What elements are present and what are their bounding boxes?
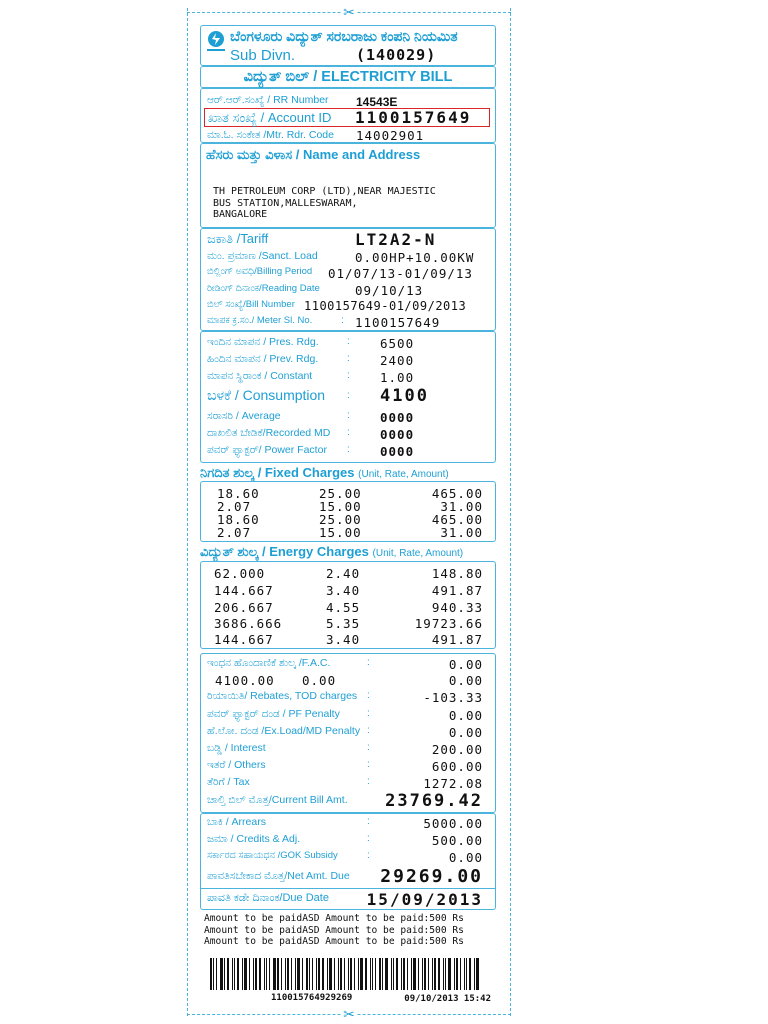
barcode-bar: [232, 958, 233, 990]
barcode-bar: [312, 958, 313, 990]
adjustments-box: [200, 653, 496, 813]
tax-value: 1272.08: [423, 776, 483, 791]
rr-number-label: ಆರ್.ಆರ್.ಸಂಖ್ಯೆ / RR Number: [207, 94, 329, 106]
barcode-bar: [234, 958, 235, 990]
energy-charges-title: [200, 544, 463, 560]
barcode-bar: [344, 958, 345, 990]
account-id-label: ಖಾತ ಸಂಖ್ಯೆ / Account ID: [208, 110, 332, 125]
left-cut-line: [187, 8, 188, 1016]
current-bill-value: 23769.42: [385, 791, 483, 811]
barcode-bar: [249, 958, 250, 990]
colon-mark: :: [347, 336, 350, 347]
barcode-bar: [259, 958, 261, 990]
colon-mark: :: [367, 657, 370, 668]
fixed-charges-title: [200, 465, 449, 481]
energy-amount: 491.87: [431, 632, 483, 647]
colon-mark: :: [341, 315, 344, 326]
interest-value: 200.00: [431, 742, 483, 757]
barcode-bar: [474, 958, 475, 990]
colon-mark: :: [367, 742, 370, 753]
barcode-bar: [385, 958, 388, 990]
bill-title: [201, 69, 495, 85]
barcode-bar: [401, 958, 402, 990]
barcode-bar: [354, 958, 355, 990]
barcode-bar: [334, 958, 335, 990]
barcode-bar: [382, 958, 383, 990]
energy-rate: 3.40: [326, 632, 361, 647]
barcode-bar: [466, 958, 467, 990]
barcode-bar: [365, 958, 367, 990]
meter-sl-value: 1100157649: [355, 315, 441, 330]
fac-amount: 0.00: [448, 673, 483, 688]
fixed-amount: 465.00: [431, 486, 483, 501]
energy-charges-table: [200, 561, 496, 649]
barcode-bar: [318, 958, 320, 990]
colon-mark: :: [367, 690, 370, 701]
name-address-box: [200, 143, 496, 228]
payment-note: Amount to be paidASD Amount to be paid:500 Rs: [204, 913, 464, 924]
prev-rdg-value: 2400: [380, 353, 415, 368]
fixed-rate: 15.00: [319, 525, 362, 540]
ids-box: [200, 88, 496, 143]
barcode-bar: [338, 958, 339, 990]
barcode-bar: [285, 958, 286, 990]
address-line: TH PETROLEUM CORP (LTD),NEAR MAJESTIC: [213, 186, 436, 197]
energy-charges-subtitle: (Unit, Rate, Amount): [372, 548, 464, 559]
tariff-label: ಜಕಾತಿ /Tariff: [207, 231, 269, 246]
barcode-bar: [434, 958, 436, 990]
reading-date-label: ರೀಡಿಂಗ್ ದಿನಾಂಕ/Reading Date: [207, 283, 320, 294]
barcode-bar: [287, 958, 289, 990]
bill-title-kn: ವಿದ್ಯುತ್ ಬಿಲ್: [243, 69, 310, 85]
fixed-amount: 31.00: [440, 499, 483, 514]
rebates-label: ರಿಯಾಯಿತಿ/ Rebates, TOD charges: [207, 690, 358, 702]
arrears-label: ಬಾಕಿ / Arrears: [207, 816, 266, 828]
barcode-bar: [269, 958, 270, 990]
print-datetime: 09/10/2013 15:42: [404, 994, 491, 1004]
due-date-label: ಪಾವತಿ ಕಡೇ ದಿನಾಂಕ/Due Date: [207, 892, 329, 904]
recorded-md-label: ದಾಖಲಿತ ಬೇಡಿಕೆ/Recorded MD: [207, 427, 331, 439]
fac-unit: 4100.00: [215, 673, 275, 688]
name-address-title-en: / Name and Address: [295, 147, 421, 162]
energy-unit: 3686.666: [214, 616, 283, 631]
energy-charges-title-kn: ವಿದ್ಯುತ್ ಶುಲ್ಕ: [200, 544, 259, 559]
energy-rate: 3.40: [326, 583, 361, 598]
sanct-load-label: ಮಂ. ಪ್ರಮಾಣ /Sanct. Load: [207, 250, 318, 262]
prev-rdg-label: ಹಿಂದಿನ ಮಾಪನ / Prev. Rdg.: [207, 353, 319, 365]
mtr-rdr-value: 14002901: [356, 128, 425, 143]
fixed-charges-title-kn: ನಿಗದಿತ ಶುಲ್ಕ: [200, 465, 255, 480]
barcode-bar: [476, 958, 479, 990]
barcode-bar: [428, 958, 429, 990]
barcode-bar: [360, 958, 363, 990]
fac-rate: 0.00: [302, 673, 337, 688]
barcode-bar: [443, 958, 444, 990]
scissors-icon: ✂: [343, 1006, 355, 1022]
colon-mark: :: [347, 427, 350, 438]
mtr-rdr-row: [207, 128, 489, 142]
barcode-bar: [448, 958, 451, 990]
colon-mark: :: [347, 390, 350, 401]
header-box: [200, 25, 496, 66]
fixed-unit: 2.07: [217, 499, 252, 514]
consumption-label: ಬಳಕೆ / Consumption: [207, 387, 326, 403]
meter-sl-label: ಮಾಪಕ ಕ್ರ.ಸಂ./ Meter Sl. No.: [207, 315, 313, 326]
rebates-value: -103.33: [423, 690, 483, 705]
barcode-bar: [411, 958, 412, 990]
barcode-bar: [418, 958, 419, 990]
barcode-bar: [454, 958, 455, 990]
barcode-bar: [210, 958, 212, 990]
barcode-bar: [432, 958, 433, 990]
credits-value: 500.00: [431, 833, 483, 848]
bill-title-en: / ELECTRICITY BILL: [313, 69, 453, 85]
fixed-charges-title-en: / Fixed Charges: [257, 465, 355, 480]
fixed-amount: 31.00: [440, 525, 483, 540]
barcode-number: 110015764929269: [271, 993, 353, 1003]
payment-note: Amount to be paidASD Amount to be paid:500 Rs: [204, 936, 464, 947]
barcode-bar: [316, 958, 317, 990]
account-id-value: 1100157649: [355, 108, 472, 127]
fixed-charges-table: [200, 481, 496, 542]
net-amount-label: ಪಾವತಿಸಬೇಕಾದ ಮೊತ್ತ/Net Amt. Due: [207, 870, 350, 882]
barcode-bar: [253, 958, 254, 990]
colon-mark: :: [347, 353, 350, 364]
constant-label: ಮಾಪನ ಸ್ಥಿರಾಂಕ / Constant: [207, 370, 313, 382]
power-factor-label: ಪವರ್ ಫ್ಯಾಕ್ಟರ್/ Power Factor: [207, 444, 327, 456]
net-amount-value: 29269.00: [380, 866, 483, 887]
fixed-rate: 15.00: [319, 499, 362, 514]
barcode-bar: [348, 958, 349, 990]
tariff-value: LT2A2-N: [355, 230, 437, 249]
payment-notes: [204, 913, 464, 948]
energy-rate: 5.35: [326, 616, 361, 631]
bescom-logo-icon: [205, 29, 227, 53]
energy-unit: 206.667: [214, 600, 274, 615]
constant-value: 1.00: [380, 370, 415, 385]
bill-number-value: 1100157649-01/09/2013: [304, 299, 467, 313]
barcode-bar: [297, 958, 300, 990]
sanct-load-value: 0.00HP+10.00KW: [355, 250, 475, 265]
barcode-bar: [309, 958, 310, 990]
recorded-md-value: 0000: [380, 427, 415, 442]
energy-amount: 491.87: [431, 583, 483, 598]
barcode-bar: [213, 958, 214, 990]
energy-amount: 940.33: [431, 600, 483, 615]
colon-mark: :: [347, 410, 350, 421]
fixed-amount: 465.00: [431, 512, 483, 527]
colon-mark: :: [367, 708, 370, 719]
gok-subsidy-label: ಸರ್ಕಾರದ ಸಹಾಯಧನ /GOK Subsidy: [207, 850, 338, 861]
barcode-bar: [469, 958, 471, 990]
average-label: ಸರಾಸರಿ / Average: [207, 410, 281, 422]
colon-mark: :: [367, 725, 370, 736]
barcode-bar: [322, 958, 324, 990]
fixed-unit: 18.60: [217, 486, 260, 501]
credits-label: ಜಮಾ / Credits & Adj.: [207, 833, 301, 845]
exload-penalty-label: ಹೆ.ಲೋ. ದಂಡ /Ex.Load/MD Penalty: [207, 725, 361, 737]
average-value: 0000: [380, 410, 415, 425]
barcode-bar: [372, 958, 373, 990]
barcode-bar: [302, 958, 303, 990]
barcode-bar: [456, 958, 458, 990]
barcode-bar: [227, 958, 229, 990]
fac-value: 0.00: [448, 657, 483, 672]
barcode-bar: [413, 958, 416, 990]
fixed-rate: 25.00: [319, 486, 362, 501]
fixed-unit: 2.07: [217, 525, 252, 540]
barcode-bar: [396, 958, 398, 990]
pf-penalty-label: ಪವರ್ ಫ್ಯಾಕ್ಟರ್ ದಂಡ / PF Penalty: [207, 708, 340, 720]
electricity-bill-receipt: [187, 0, 511, 1024]
pf-penalty-value: 0.00: [448, 708, 483, 723]
pres-rdg-label: ಇಂದಿನ ಮಾಪನ / Pres. Rdg.: [207, 336, 319, 348]
consumption-value: 4100: [380, 386, 429, 406]
barcode-bar: [403, 958, 405, 990]
fixed-rate: 25.00: [319, 512, 362, 527]
fac-label: ಇಂಧನ ಹೊಂದಾಣಿಕೆ ಶುಲ್ಕ /F.A.C.: [207, 657, 331, 669]
barcode-bar: [445, 958, 446, 990]
right-cut-line: [510, 8, 511, 1016]
energy-amount: 148.80: [431, 566, 483, 581]
barcode-bar: [329, 958, 332, 990]
energy-rate: 4.55: [326, 600, 361, 615]
barcode-bar: [407, 958, 408, 990]
barcode-bar: [281, 958, 282, 990]
name-address-title: [206, 147, 420, 163]
fixed-charges-subtitle: (Unit, Rate, Amount): [358, 469, 449, 480]
barcode-bar: [266, 958, 267, 990]
exload-penalty-value: 0.00: [448, 725, 483, 740]
reading-date-value: 09/10/13: [355, 283, 424, 298]
others-label: ಇತರೆ / Others: [207, 759, 266, 771]
barcode-bar: [370, 958, 371, 990]
company-name: ಬೆಂಗಳೂರು ವಿದ್ಯುತ್ ಸರಬರಾಜು ಕಂಪನಿ ನಿಯಮಿತ: [230, 28, 458, 44]
address-line: BUS STATION,MALLESWARAM,: [213, 197, 358, 209]
barcode-bar: [375, 958, 376, 990]
barcode-bar: [393, 958, 394, 990]
due-date-divider: [201, 888, 495, 889]
colon-mark: :: [347, 444, 350, 455]
energy-unit: 62.000: [214, 566, 266, 581]
pres-rdg-value: 6500: [380, 336, 415, 351]
dues-box: [200, 813, 496, 910]
energy-amount: 19723.66: [414, 616, 483, 631]
payment-note: Amount to be paidASD Amount to be paid:500 Rs: [204, 924, 464, 936]
colon-mark: :: [367, 759, 370, 770]
fixed-unit: 18.60: [217, 512, 260, 527]
barcode-bar: [264, 958, 265, 990]
others-value: 600.00: [431, 759, 483, 774]
due-date-value: 15/09/2013: [366, 890, 483, 909]
subdivn-label: Sub Divn.: [230, 47, 296, 64]
arrears-value: 5000.00: [423, 816, 483, 831]
barcode-bar: [424, 958, 426, 990]
colon-mark: :: [367, 816, 370, 827]
account-id-row: [204, 108, 490, 127]
barcode-bar: [327, 958, 328, 990]
barcode-bar: [340, 958, 342, 990]
bill-title-box: [200, 66, 496, 88]
barcode-bar: [291, 958, 292, 990]
barcode-bar: [379, 958, 381, 990]
tax-label: ತೆರಿಗೆ / Tax: [207, 776, 250, 788]
barcode-bar: [306, 958, 308, 990]
billing-period-value: 01/07/13-01/09/13: [328, 266, 473, 281]
colon-mark: :: [347, 370, 350, 381]
bill-number-label: ಬಿಲ್ ಸಂಖ್ಯೆ/Bill Number: [207, 299, 295, 310]
barcode-bar: [273, 958, 276, 990]
address-block: [213, 186, 436, 221]
barcode-bar: [460, 958, 461, 990]
energy-rate: 2.40: [326, 566, 361, 581]
barcode-bar: [438, 958, 440, 990]
barcode-bar: [464, 958, 465, 990]
energy-charges-title-en: / Energy Charges: [261, 544, 369, 559]
rr-number-value: 14543E: [356, 95, 398, 109]
name-address-title-kn: ಹೆಸರು ಮತ್ತು ವಿಳಾಸ: [206, 147, 293, 162]
current-bill-label: ಚಾಲ್ತಿ ಬಿಲ್ ಮೊತ್ತ/Current Bill Amt.: [207, 794, 348, 806]
colon-mark: :: [367, 776, 370, 787]
address-line: BANGALORE: [213, 209, 268, 220]
interest-label: ಬಡ್ಡಿ / Interest: [207, 742, 266, 754]
power-factor-value: 0000: [380, 444, 415, 459]
colon-mark: :: [367, 850, 370, 861]
barcode-bar: [242, 958, 243, 990]
barcode-bar: [237, 958, 239, 990]
billing-period-label: ಬಿಲ್ಲಿಂಗ್ ಅವಧಿ/Billing Period: [207, 266, 313, 277]
rr-number-row: [207, 93, 489, 107]
barcode-bar: [255, 958, 257, 990]
energy-unit: 144.667: [214, 583, 274, 598]
barcode-bar: [224, 958, 225, 990]
barcode: [210, 958, 486, 990]
readings-box: [200, 331, 496, 463]
energy-unit: 144.667: [214, 632, 274, 647]
colon-mark: :: [367, 833, 370, 844]
barcode-bar: [391, 958, 392, 990]
barcode-bar: [422, 958, 423, 990]
mtr-rdr-label: ಮಾ.ಓ. ಸಂಕೇತ /Mtr. Rdr. Code: [207, 129, 334, 141]
barcode-bar: [244, 958, 247, 990]
barcode-bar: [277, 958, 279, 990]
gok-subsidy-value: 0.00: [448, 850, 483, 865]
tariff-box: [200, 228, 496, 331]
barcode-bar: [216, 958, 217, 990]
barcode-bar: [358, 958, 359, 990]
barcode-bar: [220, 958, 223, 990]
barcode-bar: [295, 958, 296, 990]
scissors-icon: ✂: [343, 4, 355, 20]
subdivn-value: (140029): [356, 46, 437, 64]
barcode-bar: [350, 958, 352, 990]
